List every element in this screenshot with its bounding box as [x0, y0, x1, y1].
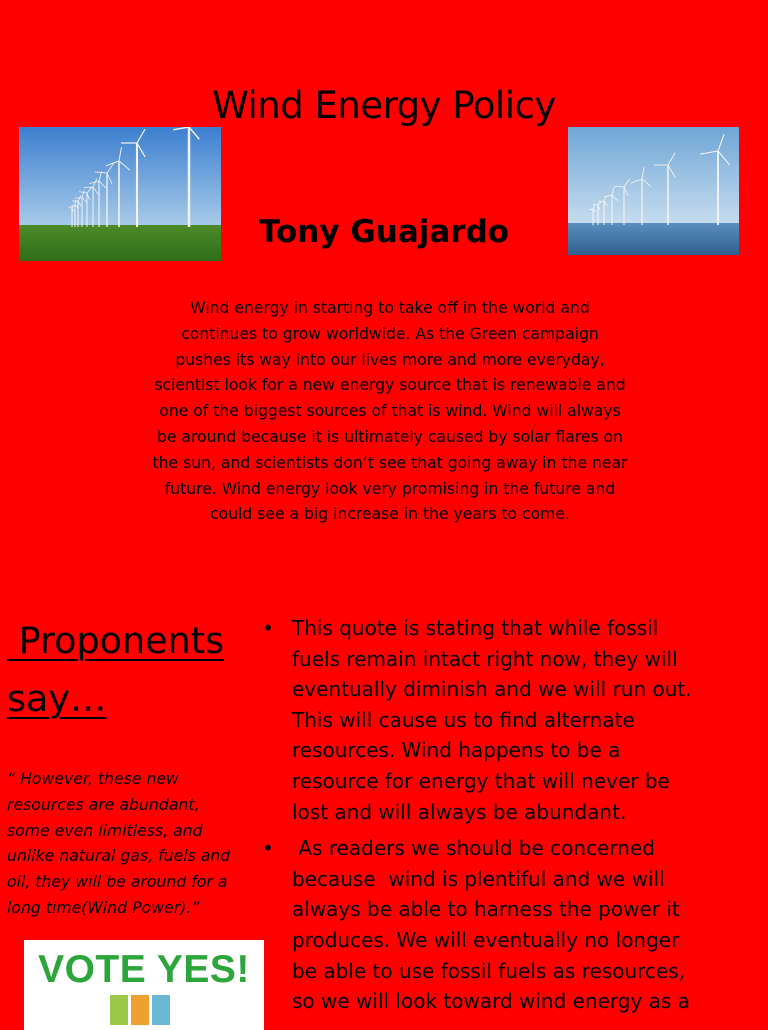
- vote-yes-text: VOTE YES!: [24, 948, 264, 992]
- bullet-line: eventually diminish and we will run out.: [292, 674, 730, 705]
- page-title: Wind Energy Policy: [0, 84, 768, 127]
- quote-line: oil, they will be around for a: [7, 869, 257, 895]
- proponents-heading-line2: say…: [7, 670, 247, 728]
- bullet-line: lost and will always be abundant.: [292, 797, 730, 828]
- intro-line: pushes its way into our lives more and more everyday,: [126, 348, 654, 374]
- quote-line: unlike natural gas, fuels and: [7, 843, 257, 869]
- bullet-line: always be able to harness the power it: [292, 894, 730, 925]
- quote-line: “ However, these new: [7, 766, 257, 792]
- vote-icons: [110, 995, 170, 1025]
- bullet-line: so we will look toward wind energy as a: [292, 986, 730, 1017]
- bullet-item: [260, 833, 730, 1017]
- water-icon: [152, 995, 170, 1025]
- author-name: Tony Guajardo: [0, 214, 768, 250]
- vote-yes-badge: [24, 940, 264, 1030]
- sun-icon: [131, 995, 149, 1025]
- bullet-dot-icon: •: [262, 613, 274, 644]
- bullet-line: As readers we should be concerned: [292, 833, 730, 864]
- bullet-line: be able to use fossil fuels as resources,: [292, 956, 730, 987]
- bullet-line: because wind is plentiful and we will: [292, 864, 730, 895]
- intro-line: the sun, and scientists don’t see that going away in the near: [126, 451, 654, 477]
- bullet-line: This will cause us to find alternate: [292, 705, 730, 736]
- proponents-quote: [7, 766, 257, 921]
- bullet-list: [260, 613, 730, 1023]
- bullet-line: resources. Wind happens to be a: [292, 735, 730, 766]
- intro-line: could see a big increase in the years to come.: [126, 502, 654, 528]
- bullet-line: resource for energy that will never be: [292, 766, 730, 797]
- intro-line: one of the biggest sources of that is wind. Wind will always: [126, 399, 654, 425]
- bullet-dot-icon: •: [262, 833, 274, 864]
- quote-line: resources are abundant,: [7, 792, 257, 818]
- wind-icon: [110, 995, 128, 1025]
- bullet-item: [260, 613, 730, 827]
- intro-line: continues to grow worldwide. As the Green campaign: [126, 322, 654, 348]
- proponents-heading: [7, 612, 247, 728]
- quote-line: long time(Wind Power).”: [7, 895, 257, 921]
- quote-line: some even limitless, and: [7, 818, 257, 844]
- bullet-line: This quote is stating that while fossil: [292, 613, 730, 644]
- intro-line: scientist look for a new energy source that is renewable and: [126, 373, 654, 399]
- intro-line: future. Wind energy look very promising in the future and: [126, 477, 654, 503]
- bullet-line: fuels remain intact right now, they will: [292, 644, 730, 675]
- intro-line: Wind energy in starting to take off in the world and: [126, 296, 654, 322]
- intro-line: be around because it is ultimately caused by solar flares on: [126, 425, 654, 451]
- bullet-line: produces. We will eventually no longer: [292, 925, 730, 956]
- intro-paragraph: [126, 296, 654, 528]
- proponents-heading-line1: Proponents: [7, 612, 247, 670]
